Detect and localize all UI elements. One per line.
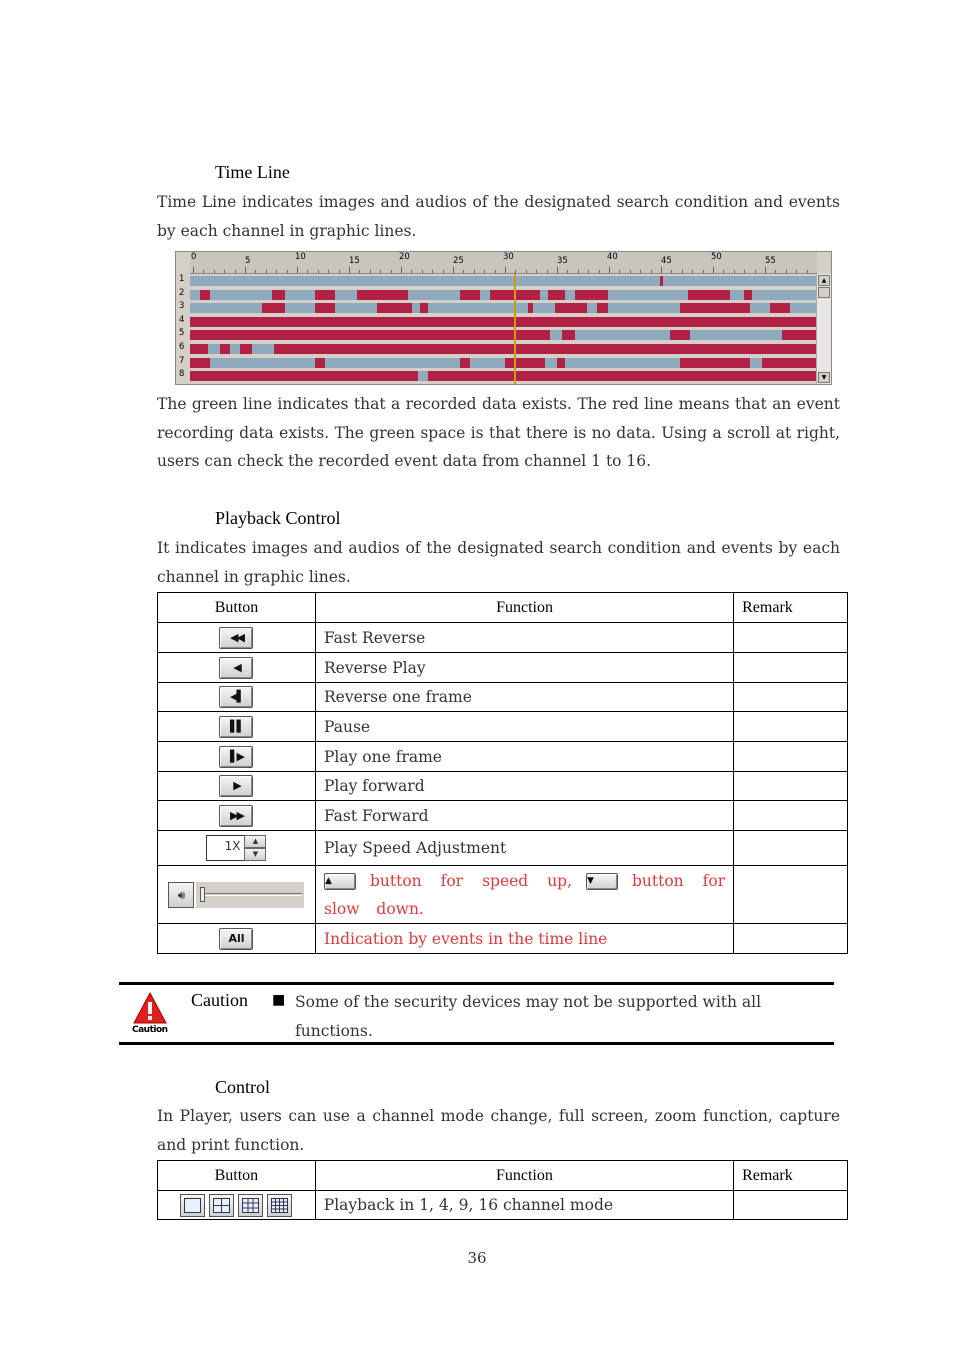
recording-segment [587,303,597,313]
ruler-tick [796,270,797,273]
ruler-tick [474,270,475,273]
ruler-tick [339,270,340,273]
volume-track[interactable] [196,882,304,908]
ruler-tick [609,267,610,273]
timeline-description: The green line indicates that a recorded data exists. The red line means that an event recording data exists. The green space is that there is no data. Using a scroll at right, users can check the recorded event data from channel 1 to 16. [157,395,840,470]
recording-segment [190,276,660,286]
ruler-tick [723,270,724,273]
table-row [158,1191,848,1220]
ruler-tick [214,270,215,273]
playback-heading: Playback Control [215,508,341,528]
ruler-tick [443,270,444,273]
reverse-frame-icon[interactable]: ◀▌ [219,686,253,708]
playback-table [157,592,848,954]
ruler-tick [401,267,402,273]
channel-label: 4 [179,314,185,325]
ruler-label: 10 [295,252,306,262]
channel-label: 8 [179,369,185,380]
function-cell: Playback in 1, 4, 9, 16 channel mode [315,1191,733,1220]
recording-segment [190,290,200,300]
recording-segment [735,276,817,286]
recording-segment [335,290,357,300]
channel-label: 6 [179,342,185,352]
remark-cell [734,924,848,954]
control-intro: In Player, users can use a channel mode change, full screen, zoom function, capture and print function. [157,1107,840,1154]
function-cell: Play one frame [315,742,733,772]
ruler-label: 30 [503,252,514,262]
single-channel-icon[interactable] [180,1194,205,1217]
ruler-label: 5 [245,256,251,266]
header-remark: Remark [734,1161,848,1191]
ruler-tick [318,270,319,273]
ruler-tick [287,270,288,273]
recording-segment [412,303,420,313]
speed-value[interactable]: 1X [206,835,244,861]
recording-segment [750,303,770,313]
ruler-tick [734,270,735,273]
triangle-down-icon[interactable]: ▼ [818,372,830,383]
pause-icon[interactable]: ▌▌ [219,716,253,738]
recording-segment [690,330,782,340]
ruler-label: 55 [765,256,776,266]
speaker-icon[interactable]: 🔊︎ [168,882,194,908]
ruler-tick [245,267,246,273]
ruler-tick [765,267,766,273]
control-table [157,1160,848,1220]
table-row [158,924,848,954]
ruler-tick [370,270,371,273]
recording-segment [428,303,528,313]
ruler-tick [432,270,433,273]
ruler-tick [307,270,308,273]
sixteen-channel-icon[interactable] [267,1194,292,1217]
channel-row[interactable] [190,330,817,340]
recording-segment [790,303,817,313]
ruler-label: 40 [607,252,618,262]
ruler-label: 35 [557,256,568,266]
timeline-rows[interactable] [190,274,817,384]
all-events-button[interactable]: All [219,928,253,950]
channel-row[interactable] [190,317,817,327]
header-button: Button [158,1161,316,1191]
reverse-play-icon[interactable]: ◀ [219,657,253,679]
recording-segment [285,290,315,300]
function-cell: Fast Forward [315,801,733,831]
channel-label: 5 [179,328,185,339]
remark-cell [734,653,848,683]
ruler-tick [505,267,506,273]
table-row [158,712,848,742]
recording-segment [208,344,220,354]
table-row [158,623,848,653]
fast-forward-icon[interactable]: ▶▶ [219,805,253,827]
ruler-tick [484,270,485,273]
ruler-tick [619,270,620,273]
nine-channel-icon[interactable] [238,1194,263,1217]
channel-label: 7 [179,355,185,366]
ruler-tick [547,270,548,273]
ruler-tick [744,270,745,273]
ruler-tick [463,270,464,273]
recording-segment [252,344,274,354]
speed-up-text: button for speed up, [369,871,573,890]
recording-segment [533,303,555,313]
ruler-tick [692,270,693,273]
ruler-tick [807,270,808,273]
recording-segment [730,290,744,300]
ruler-tick [536,270,537,273]
ruler-tick [515,270,516,273]
recording-segment [545,358,557,368]
channel-row[interactable] [190,276,817,286]
header-button: Button [158,593,316,623]
recording-segment [752,290,817,300]
ruler-tick [224,270,225,273]
ruler-label: 25 [453,256,464,266]
quad-channel-icon[interactable] [209,1194,234,1217]
remark-cell [734,712,848,742]
ruler-tick [235,270,236,273]
ruler-tick [599,270,600,273]
ruler-tick [349,267,350,273]
ruler-tick [567,270,568,273]
warning-icon [132,991,168,1025]
ruler-tick [359,270,360,273]
remark-cell [734,1191,848,1220]
channel-row[interactable] [190,358,817,368]
table-row [158,801,848,831]
function-cell: Reverse one frame [315,683,733,712]
play-forward-icon[interactable]: ▶ [219,775,253,797]
header-function: Function [315,593,733,623]
remark-cell [734,831,848,866]
ruler-tick [703,270,704,273]
ruler-label: 50 [711,252,722,262]
recording-segment [565,290,575,300]
page-number: 36 [467,1249,487,1267]
recording-segment [540,290,548,300]
ruler-tick [391,270,392,273]
ruler-tick [578,270,579,273]
ruler-tick [713,267,714,273]
ruler-tick [661,267,662,273]
channel-row[interactable] [190,290,817,300]
function-cell: Reverse Play [315,653,733,683]
timeline-ruler[interactable] [190,252,817,274]
timeline-intro: Time Line indicates images and audios of the designated search condition and events by each channel in graphic lines. [157,193,840,240]
remark-cell [734,683,848,712]
caution-icon-label: Caution [132,1025,168,1035]
recording-segment [325,358,460,368]
recording-segment [608,303,680,313]
function-cell: Pause [315,712,733,742]
ruler-tick [203,270,204,273]
slow-down-text: button for slow down. [323,871,726,918]
speed-stepper[interactable] [206,835,266,861]
ruler-tick [193,267,194,273]
ruler-tick [775,270,776,273]
header-function: Function [315,1161,733,1191]
recording-segment [565,358,680,368]
play-frame-icon[interactable]: ▌▶ [219,746,253,768]
timeline-cursor[interactable] [514,274,516,384]
ruler-tick [411,270,412,273]
recording-segment [575,330,670,340]
caution-text-continued: functions. [295,1022,373,1040]
remark-cell [734,866,848,924]
speed-up-icon[interactable]: ▲ [244,835,266,848]
speed-down-icon[interactable]: ▼ [244,848,266,861]
recording-segment [285,303,315,313]
recording-segment [418,371,428,381]
channel-label: 1 [179,274,185,284]
function-cell: Play Speed Adjustment [315,831,733,866]
recording-segment [750,358,762,368]
timeline-scrollbar[interactable] [816,274,831,384]
ruler-tick [682,270,683,273]
remark-cell [734,801,848,831]
recording-segment [230,344,240,354]
channel-label: 3 [179,301,185,312]
triangle-up-icon[interactable]: ▲ [324,873,356,890]
caution-box [119,982,834,1045]
header-remark: Remark [734,593,848,623]
table-row [158,653,848,683]
ruler-tick [297,267,298,273]
triangle-down-icon[interactable]: ▼ [586,873,618,890]
recording-segment [210,290,272,300]
ruler-tick [651,270,652,273]
recording-segment [470,358,505,368]
ruler-tick [495,270,496,273]
table-row [158,831,848,866]
channel-row[interactable] [190,303,817,313]
remark-cell [734,742,848,772]
timeline-heading: Time Line [215,162,290,182]
recording-segment [408,290,460,300]
ruler-tick [526,270,527,273]
ruler-tick [588,270,589,273]
remark-cell [734,623,848,653]
ruler-tick [422,270,423,273]
recording-segment [550,330,562,340]
playback-intro: It indicates images and audios of the designated search condition and events by each channel in graphic lines. [157,539,840,586]
ruler-tick [630,270,631,273]
function-cell: Play forward [315,772,733,801]
table-row [158,772,848,801]
ruler-tick [786,270,787,273]
triangle-up-icon[interactable]: ▲ [818,275,830,286]
recording-segment [190,303,262,313]
recording-segment [210,358,315,368]
recording-segment [480,290,490,300]
table-row [158,742,848,772]
timeline-widget[interactable] [175,251,832,385]
ruler-tick [453,267,454,273]
ruler-label: 20 [399,252,410,262]
remark-cell [734,772,848,801]
volume-slider[interactable] [168,881,304,909]
ruler-tick [755,270,756,273]
scrollbar-thumb[interactable] [818,287,830,298]
ruler-tick [276,270,277,273]
ruler-tick [328,270,329,273]
function-cell: Fast Reverse [315,623,733,653]
recording-segment [683,276,725,286]
ruler-tick [266,270,267,273]
ruler-label: 15 [349,256,360,266]
ruler-tick [557,267,558,273]
ruler-tick [380,270,381,273]
function-cell: Indication by events in the time line [315,924,733,954]
volume-knob[interactable] [200,887,205,902]
recording-segment [608,290,688,300]
ruler-tick [640,270,641,273]
channel-label: 2 [179,287,185,298]
table-row [158,683,848,712]
caution-text: Some of the security devices may not be supported with all [295,993,762,1011]
table-row [158,866,848,924]
control-heading: Control [215,1077,271,1097]
ruler-label: 45 [661,256,672,266]
ruler-tick [255,270,256,273]
caution-bullet: ■ [272,992,286,1008]
channel-row[interactable] [190,371,817,381]
channel-row[interactable] [190,344,817,354]
ruler-label: 0 [191,252,197,262]
caution-title: Caution [191,990,248,1010]
ruler-tick [671,270,672,273]
fast-reverse-icon[interactable]: ◀◀ [219,627,253,649]
recording-segment [335,303,377,313]
